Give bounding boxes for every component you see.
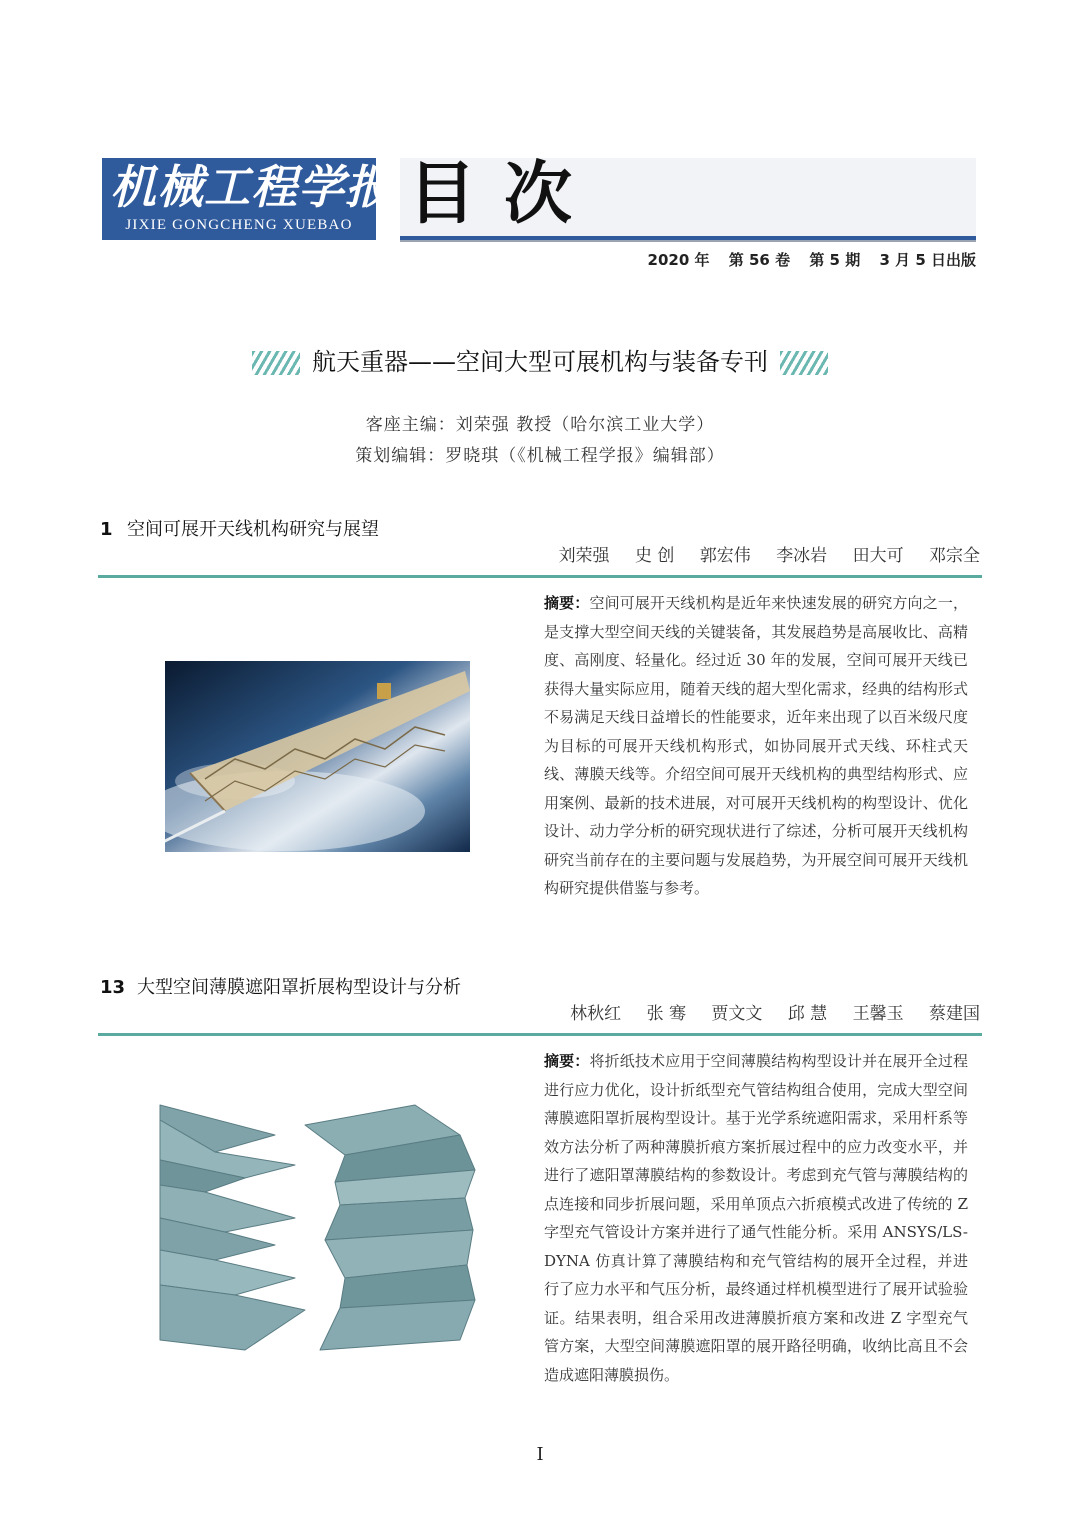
article-page-number[interactable]: 1: [100, 519, 113, 540]
article-title[interactable]: 空间可展开天线机构研究与展望: [127, 519, 379, 540]
author: 邱 慧: [787, 1004, 828, 1024]
antenna-illustration: [165, 661, 470, 852]
issue-volume: 第 56 卷: [728, 251, 791, 269]
header-divider-secondary: [400, 240, 976, 242]
membrane-folding-image: [155, 1100, 485, 1356]
folding-illustration: [155, 1100, 485, 1356]
article-page-number[interactable]: 13: [100, 977, 126, 998]
author: 李冰岩: [776, 546, 828, 566]
issue-date: 3 月 5 日出版: [879, 251, 976, 269]
article-authors: [550, 1001, 980, 1027]
article-authors: [539, 543, 980, 569]
article-divider: [98, 1033, 982, 1036]
issue-year: 2020 年: [647, 251, 710, 269]
article-divider: [98, 575, 982, 578]
antenna-satellite-image: [165, 661, 470, 852]
special-issue-title: 航天重器——空间大型可展机构与装备专刊: [312, 348, 768, 376]
abstract-label: 摘要：: [544, 1052, 590, 1070]
article-abstract: [544, 1047, 968, 1389]
author: 贾文文: [711, 1004, 763, 1024]
author: 刘荣强: [558, 546, 610, 566]
abstract-text: 空间可展开天线机构是近年来快速发展的研究方向之一，是支撑大型空间天线的关键装备，其发展趋势是高展收比、高精度、高刚度、轻量化。经过近 30 年的发展，空间可展开天线已获得大量实际应用，随着天线的超大型化需求，经典的结构形式不易满足天线日益增长的性能要求，近年来出现了以百米级尺度为目标的可展开天线机构形式，如协同展开式天线、环柱式天线、薄膜天线等。介绍空间可展开天线机构的典型结构形式、应用案例、最新的技术进展，对可展开天线机构的构型设计、优化设计、动力学分析的研究现状进行了综述，分析可展开天线机构研究当前存在的主要问题与发展趋势，为开展空间可展开天线机构研究提供借鉴与参考。: [544, 594, 968, 897]
abstract-text: 将折纸技术应用于空间薄膜结构构型设计并在展开全过程进行应力优化，设计折纸型充气管结构组合使用，完成大型空间薄膜遮阳罩折展构型设计。基于光学系统遮阳需求，采用杆系等效方法分析了两种薄膜折痕方案折展过程中的应力改变水平，并进行了遮阳罩薄膜结构的参数设计。考虑到充气管与薄膜结构的点连接和同步折展问题，采用单顶点六折痕模式改进了传统的 Z 字型充气管设计方案并进行了通气性能分析。采用 ANSYS/LS-DYNA 仿真计算了薄膜结构和充气管结构的展开全过程，并进行了应力水平和气压分析，最终通过样机模型进行了展开试验验证。结果表明，组合采用改进薄膜折痕方案和改进 Z 字型充气管方案，大型空间薄膜遮阳罩的展开路径明确，收纳比高且不会造成遮阳薄膜损伤。: [544, 1052, 968, 1384]
page-title: 目次: [408, 155, 601, 234]
issue-number: 第 5 期: [809, 251, 861, 269]
special-issue-heading: [0, 344, 1080, 380]
author: 张 骞: [646, 1004, 686, 1024]
planning-editor: 策划编辑：罗晓琪（《机械工程学报》编辑部）: [355, 446, 725, 466]
abstract-label: 摘要：: [544, 594, 590, 612]
journal-name-cn: 机械工程学报: [110, 160, 392, 214]
author: 蔡建国: [929, 1004, 980, 1024]
editors-block: [0, 410, 1080, 472]
author: 郭宏伟: [699, 546, 751, 566]
author: 田大可: [852, 546, 904, 566]
journal-name-en: JIXIE GONGCHENG XUEBAO: [125, 217, 353, 233]
author: 史 创: [634, 546, 675, 566]
author: 邓宗全: [929, 546, 980, 566]
guest-editor: 客座主编：刘荣强 教授（哈尔滨工业大学）: [365, 415, 715, 435]
article-title[interactable]: 大型空间薄膜遮阳罩折展构型设计与分析: [137, 977, 461, 998]
author: 王馨玉: [852, 1004, 904, 1024]
article-abstract: [544, 589, 968, 903]
hatch-decoration-right: [780, 351, 828, 375]
journal-logo: [102, 158, 392, 240]
issue-info: [634, 249, 976, 271]
page-number: I: [536, 1444, 544, 1465]
hatch-decoration-left: [252, 351, 300, 375]
author: 林秋红: [570, 1004, 622, 1024]
